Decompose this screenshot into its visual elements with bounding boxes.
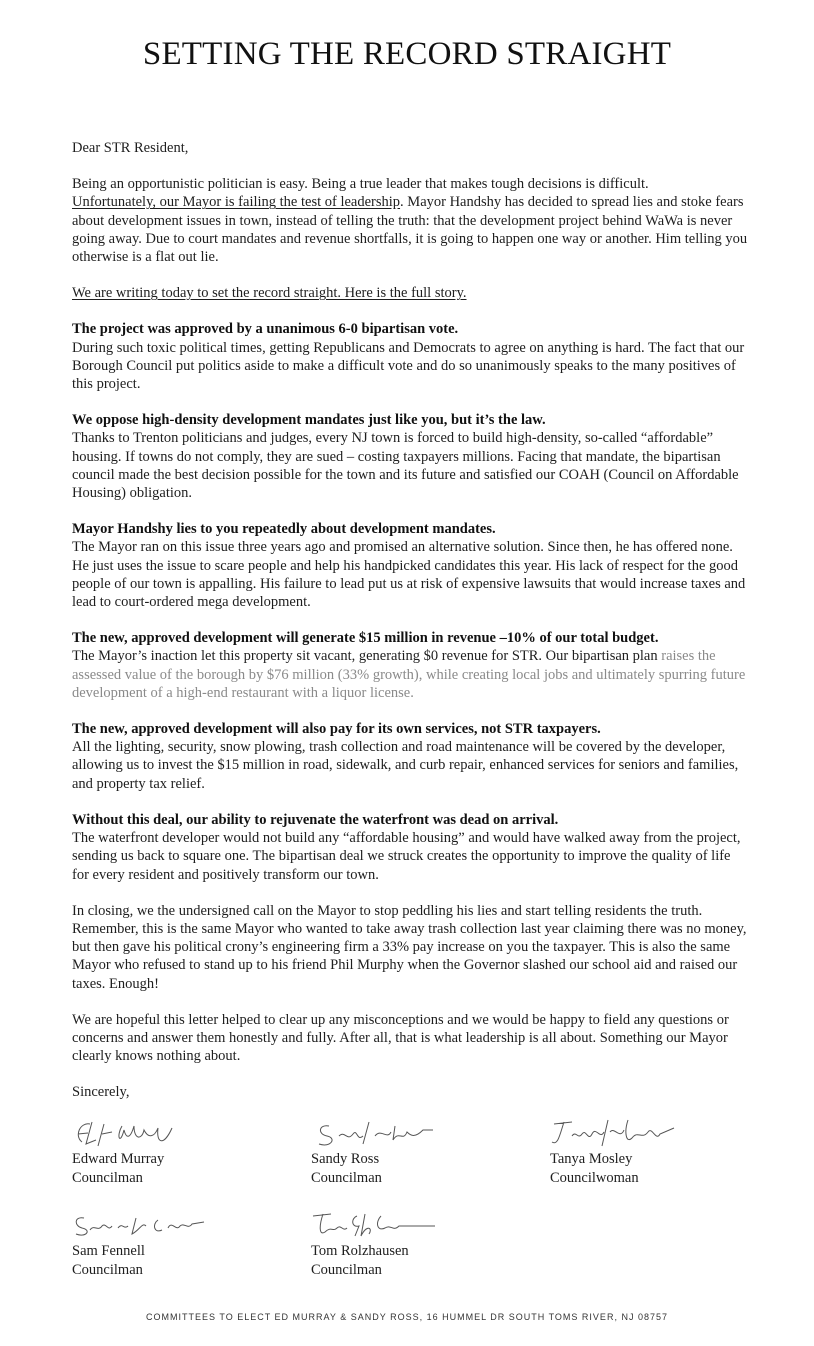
handwritten-signature [311, 1208, 441, 1242]
section-mandates-law [72, 411, 748, 502]
section-waterfront [72, 811, 748, 884]
intro-paragraph [72, 175, 748, 266]
signatory-role: Councilman [311, 1169, 382, 1186]
signature-block-fennell [72, 1208, 212, 1279]
signatory-name: Tom Rolzhausen [311, 1243, 409, 1259]
handwritten-signature [72, 1208, 212, 1242]
signatory-role: Councilman [311, 1261, 382, 1278]
handwritten-signature [311, 1116, 441, 1150]
section-text: The Mayor ran on this issue three years ago and promised an alternative solution. Since then, he has offered none. He just uses the issue to scare people and help his handpicked candidates this year. His lack of respect for the good people of our town is appalling. His failure to lead put us at risk of expensive lawsuits that would increase taxes and lead to court-ordered mega development. [72, 539, 746, 611]
signature-block-mosley [550, 1116, 680, 1187]
section-heading: Without this deal, our ability to rejuvenate the waterfront was dead on arrival. [72, 811, 559, 828]
signatory-role: Councilman [72, 1261, 143, 1278]
signature-block-murray [72, 1116, 192, 1187]
section-text: During such toxic political times, getting Republicans and Democrats to agree on anything is hard. The fact that our Borough Council put politics aside to make a difficult vote and do so unanimously speaks to the many positives of this project. [72, 339, 745, 393]
section-text: The waterfront developer would not build any “affordable housing” and would have walked away from the project, sending us back to square one. The bipartisan deal we struck creates the opportunity to improve the quality of life for every resident and positively transform our town. [72, 830, 741, 883]
section-heading: We oppose high-density development mandates just like you, but it’s the law. [72, 412, 546, 429]
section-heading: Mayor Handshy lies to you repeatedly about development mandates. [72, 521, 496, 538]
section-text-faded: raises the assessed value of the borough by $76 million (33% growth), while creating local jobs and ultimately spurring future development of a high-end restaurant with a liquor license. [72, 648, 746, 701]
signatory-name: Tanya Mosley [550, 1151, 633, 1167]
section-heading: The new, approved development will also pay for its own services, not STR taxpayers. [72, 721, 601, 738]
signature-block-ross [311, 1116, 441, 1187]
section-text: Thanks to Trenton politicians and judges, every NJ town is forced to build high-density, so-called “affordable” housing. If towns do not comply, they are sued – costing taxpayers millions. Facing that mandate, the bipartisan council made the best decision possible for the town and its future and satisfied our COAH (Council on Affordable Housing) obligation. [72, 430, 739, 502]
section-services [72, 720, 748, 793]
salutation: Dear STR Resident, [72, 140, 189, 156]
signatory-role: Councilwoman [550, 1169, 639, 1186]
handwritten-signature [72, 1116, 192, 1150]
footer-disclaimer: COMMITTEES TO ELECT ED MURRAY & SANDY ROSS, 16 HUMMEL DR SOUTH TOMS RIVER, NJ 08757 [146, 1312, 668, 1322]
section-revenue [72, 629, 748, 702]
section-text: The Mayor’s inaction let this property sit vacant, generating $0 revenue for STR. Our bipartisan plan [72, 648, 658, 665]
section-heading: The project was approved by a unanimous 6-0 bipartisan vote. [72, 321, 459, 338]
signature-block-rolzhausen [311, 1208, 441, 1279]
signatory-name: Edward Murray [72, 1151, 165, 1167]
handwritten-signature [550, 1116, 680, 1150]
section-approved-vote [72, 320, 748, 393]
signoff: Sincerely, [72, 1084, 130, 1101]
letter-body [72, 139, 748, 1102]
section-heading: The new, approved development will generate $15 million in revenue –10% of our total budget. [72, 630, 659, 647]
page-title: SETTING THE RECORD STRAIGHT [142, 36, 672, 72]
intro-text-start: Being an opportunistic politician is easy. Being a true leader that makes tough decisions is difficult. [72, 176, 649, 193]
section-mayor-lies [72, 520, 748, 611]
signatory-name: Sam Fennell [72, 1243, 145, 1259]
signatory-role: Councilman [72, 1169, 143, 1186]
signatory-name: Sandy Ross [311, 1151, 380, 1167]
intro-text-end: . Mayor Handshy has decided to spread lies and stoke fears about development issues in town, instead of telling the truth: that the development project behind WaWa is never going away. Due to court mandates and revenue shortfalls, it is going to happen one way or another. Him telling you otherwise is a flat out lie. [72, 194, 748, 266]
intro-underlined-text: Unfortunately, our Mayor is failing the test of leadership [72, 194, 401, 211]
closing-paragraph: We are hopeful this letter helped to clear up any misconceptions and we would be happy to field any questions or concerns and answer them honestly and fully. After all, that is what leadership is all about. Something our Mayor clearly knows nothing about. [72, 1011, 729, 1065]
closing-paragraph: In closing, we the undersigned call on the Mayor to stop peddling his lies and start telling residents the truth. Remember, this is the same Mayor who wanted to take away trash collection last year claiming there was no money, but then gave his political crony’s engineering firm a 33% pay increase on you the taxpayer. This is also the same Mayor who refused to stand up to his friend Phil Murphy when the Governor slashed our school aid and raised our taxes. Enough! [72, 902, 747, 992]
section-text: All the lighting, security, snow plowing, trash collection and road maintenance will be covered by the developer, allowing us to invest the $15 million in road, sidewalk, and curb repair, enhanced services for seniors and families, and property tax relief. [72, 739, 739, 792]
intro-statement: We are writing today to set the record straight. Here is the full story. [72, 285, 467, 302]
